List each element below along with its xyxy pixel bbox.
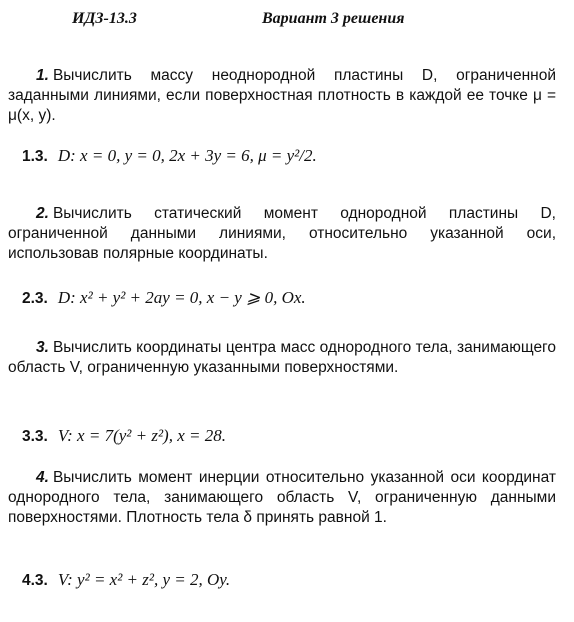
task-2-number: 2. [36,205,49,222]
task-1-text: Вычислить массу неоднородной пластины D, ограниченной заданными линиями, если поверхностная плотность в каждой ее точке μ = μ(x, y). [8,67,556,124]
task-2-text: Вычислить статический момент однородной пластины D, ограниченной данными линиями, относительно указанной оси, использовав полярные координаты. [8,205,556,262]
task-1-formula-line [22,146,317,166]
task-1-number: 1. [36,67,49,84]
assignment-code: ИДЗ-13.3 [72,10,137,27]
task-3-formula: V: x = 7(y² + z²), x = 28. [57,426,226,445]
task-2-statement [8,204,556,264]
task-2-label: 2.3. [22,290,48,307]
variant-title: Вариант 3 решения [262,10,405,27]
task-4-statement [8,468,556,528]
task-2-formula-line [22,288,306,308]
task-3-text: Вычислить координаты центра масс однородного тела, занимающего область V, ограниченную указанными поверхностями. [8,339,556,376]
task-3-label: 3.3. [22,428,48,445]
task-3-statement [8,338,556,378]
task-1-formula: D: x = 0, y = 0, 2x + 3y = 6, μ = y²/2. [57,146,317,165]
task-1-statement [8,66,556,126]
task-2-formula: D: x² + y² + 2ay = 0, x − y ⩾ 0, Ox. [57,288,306,307]
task-4-formula: V: y² = x² + z², y = 2, Oy. [57,570,231,589]
task-1-label: 1.3. [22,148,48,165]
task-4-text: Вычислить момент инерции относительно указанной оси координат однородного тела, занимающего область V, ограниченную данными поверхностями. Плотность тела δ принять равной 1. [8,469,556,526]
task-4-label: 4.3. [22,572,48,589]
task-4-number: 4. [36,469,49,486]
task-3-number: 3. [36,339,49,356]
task-4-formula-line [22,570,230,590]
task-3-formula-line [22,426,226,446]
